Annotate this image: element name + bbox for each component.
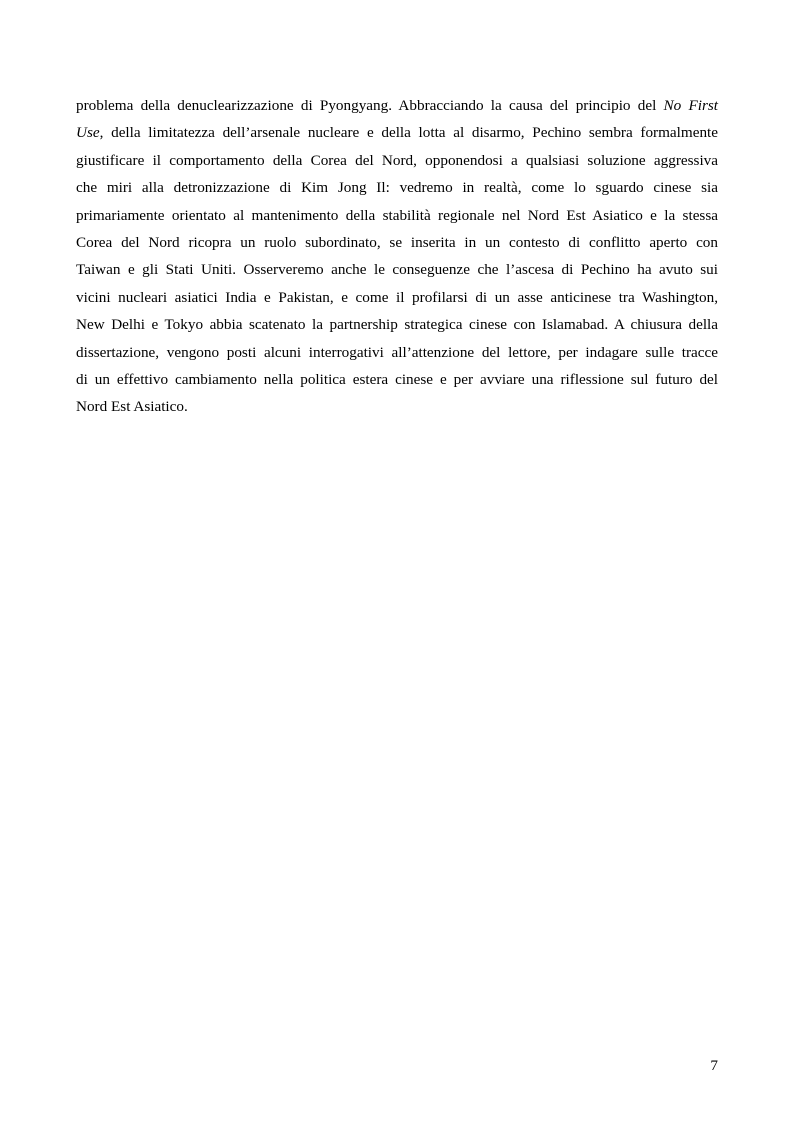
text-line: dissertazione, vengono posti alcuni interrogativi all’attenzione del lettore, per indagare sulle tracce — [76, 343, 718, 361]
text-line: di un effettivo cambiamento nella politica estera cinese e per avviare una riflessione sul futuro del — [76, 370, 718, 388]
text-line: primariamente orientato al mantenimento della stabilità regionale nel Nord Est Asiatico e la stessa — [76, 206, 718, 224]
text-line: vicini nucleari asiatici India e Pakistan, e come il profilarsi di un asse anticinese tra Washington, — [76, 288, 718, 306]
body-paragraph — [76, 92, 718, 421]
text-line: giustificare il comportamento della Corea del Nord, opponendosi a qualsiasi soluzione aggressiva — [76, 151, 718, 169]
text-line: Taiwan e gli Stati Uniti. Osserveremo anche le conseguenze che l’ascesa di Pechino ha avuto sui — [76, 261, 718, 279]
text-line: che miri alla detronizzazione di Kim Jong Il: vedremo in realtà, come lo sguardo cinese sia — [76, 179, 718, 197]
page-number: 7 — [710, 1057, 718, 1074]
text-line: Use, della limitatezza dell’arsenale nucleare e della lotta al disarmo, Pechino sembra formalmente — [76, 124, 718, 142]
text-line: problema della denuclearizzazione di Pyongyang. Abbracciando la causa del principio del No First — [76, 97, 718, 114]
text-line: New Delhi e Tokyo abbia scatenato la partnership strategica cinese con Islamabad. A chiusura della — [76, 316, 718, 334]
text-line-last: Nord Est Asiatico. — [76, 398, 188, 416]
text-line: Corea del Nord ricopra un ruolo subordinato, se inserita in un contesto di conflitto aperto con — [76, 233, 718, 251]
